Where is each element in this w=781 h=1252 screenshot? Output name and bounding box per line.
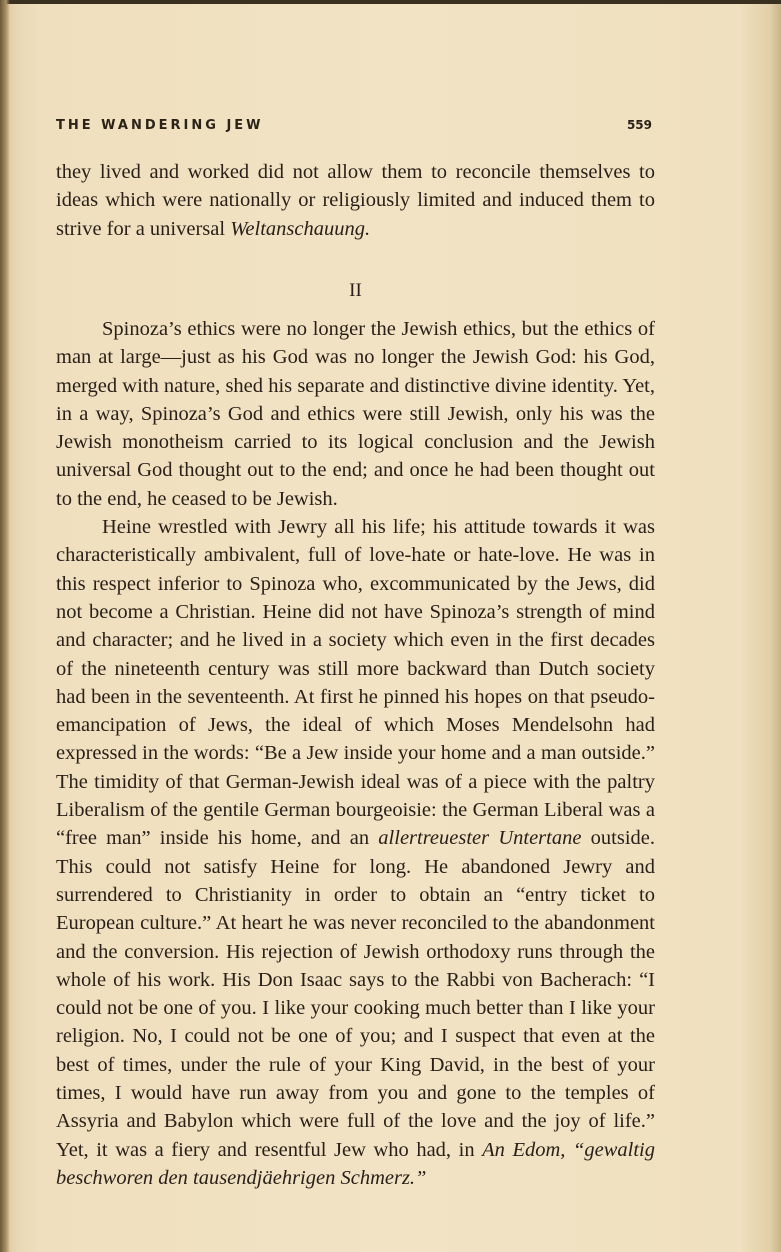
paragraph-heine-italic-1: allertreuester Untertane [378,827,582,850]
body-text [56,315,655,1192]
paragraph-heine [56,513,655,1192]
running-title: THE WANDERING JEW [56,118,264,133]
opening-text: they lived and worked did not allow them to reconcile themselves to ideas which were nationally or religiously limited and induced them to strive for a universal [56,161,655,240]
paragraph-heine-part-2: outside. This could not satisfy Heine for long. He abandoned Jewry and surrendered to Christianity in order to obtain an “entry ticket to European culture.” At heart he was never reconciled to the abandonment and the conversion. His rejection of Jewish orthodoxy runs through the whole of his work. His Don Isaac says to the Rabbi von Bacherach: “I could not be one of you. I like your cooking much better than I like your religion. No, I could not be one of you; and I suspect that even at the best of times, under the rule of your King David, in the best of your times, I would have run away from you and gone to the temples of Assyria and Babylon which were full of the love and the joy of life.” Yet, it was a fiery and resentful Jew who had, in [56,827,656,1161]
paragraph-heine-part-1: Heine wrestled with Jewry all his life; his attitude towards it was characteristically ambivalent, full of love-hate or hate-love. He was in this respect inferior to Spinoza who, excommunicated by the Jews, did not become a Christian. Heine did not have Spinoza’s strength of mind and character; and he lived in a society which even in the first decades of the nineteenth century was still more backward than Dutch society had been in the seventeenth. At first he pinned his hopes on that pseudo-emancipation of Jews, the ideal of which Moses Mendelsohn had expressed in the words: “Be a Jew inside your home and a man outside.” The timidity of that German-Jewish ideal was of a piece with the paltry Liberalism of the gentile German bourgeoisie: the German Liberal was a “free man” inside his home, and an [56,516,655,850]
book-spine-shadow [0,0,10,1252]
page-top-edge [0,0,781,4]
paragraph-heine-italic-2: An Edom, “gewaltig beschworen den tausendjäehrigen Schmerz.” [56,1138,656,1189]
opening-paragraph [56,158,655,243]
section-heading: II [349,280,362,301]
opening-italic: Weltanschauung. [230,217,371,240]
page-number: 559 [626,118,652,132]
running-head [56,118,652,138]
paragraph-spinoza: Spinoza’s ethics were no longer the Jewish ethics, but the ethics of man at large—just as his God was no longer the Jewish God: his God, merged with nature, shed his separate and distinctive divine identity. Yet, in a way, Spinoza’s God and ethics were still Jewish, only his was the Jewish monotheism carried to its logical conclusion and the Jewish universal God thought out to the end; and once he had been thought out to the end, he ceased to be Jewish. [56,318,655,510]
